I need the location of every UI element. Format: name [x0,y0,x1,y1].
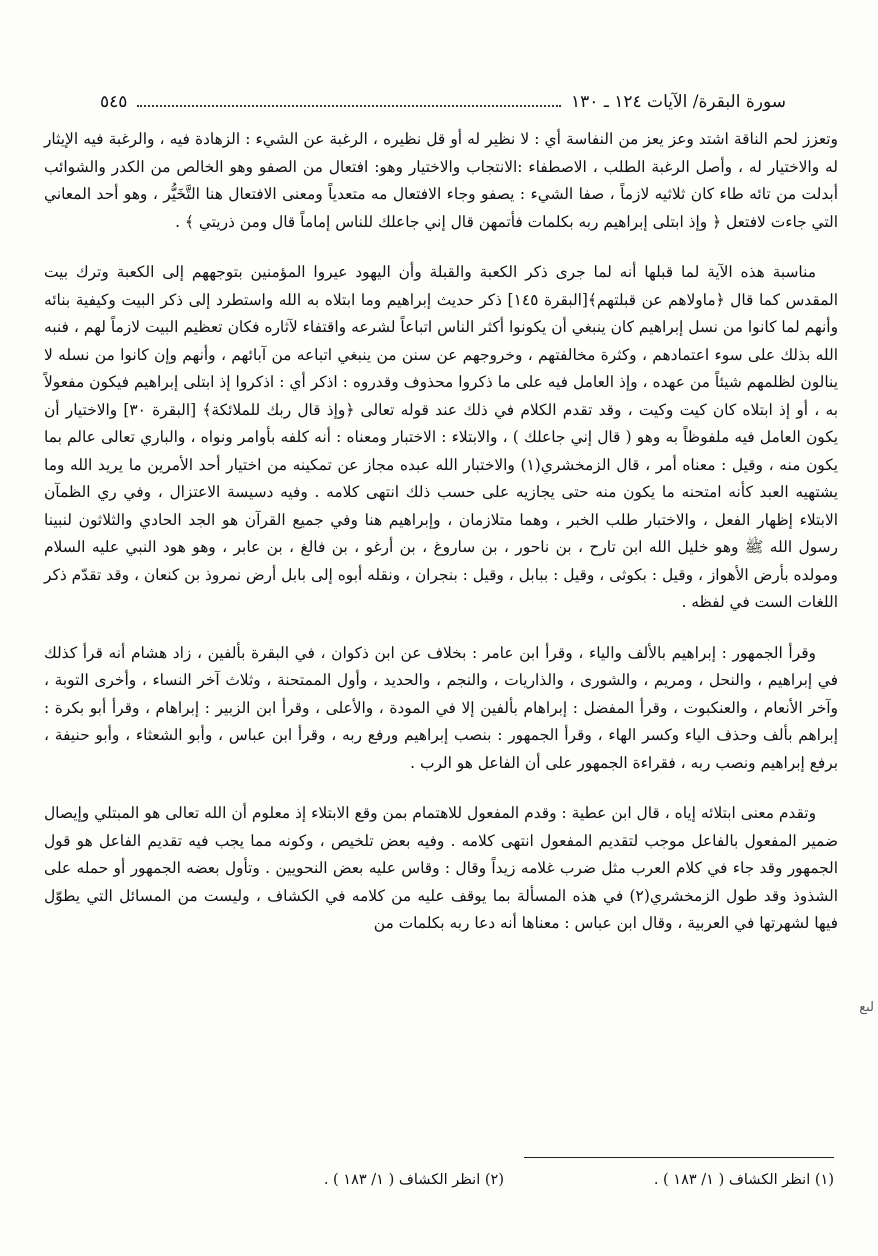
paragraph-2: مناسبة هذه الآية لما قبلها أنه لما جرى ذكر الكعبة والقبلة وأن اليهود عيروا المؤمنين بتوجههم إلى الكعبة وترك بيت المقدس كما قال ﴿ماولاهم عن قبلتهم﴾[البقرة ١٤٥] ذكر حديث إبراهيم وما ابتلاه به الله واستطرد إلى ذكر البيت وكيفية بنائه وأنهم لما كانوا من نسل إبراهيم كان ينبغي أن يكونوا أكثر الناس اتباعاً لشرعه واقتفاء لآثاره فكان تعظيم البيت لازماً لهم ، فنبه الله بذلك على سوء اعتمادهم ، وكثرة مخالفتهم ، وخروجهم عن سنن من ينبغي اتباعه من آبائهم ، وأنهم وإن كانوا من نسله لا ينالون لظلمهم شيئاً من عهده ، وإذ العامل فيه على ما ذكروا محذوف وقدروه : اذكر أي : اذكروا إذ ابتلى إبراهيم فيكون مفعولاً به ، أو إذ ابتلاه كان كيت وكيت ، وقد تقدم الكلام في ذلك عند قوله تعالى ﴿وإذ قال ربك للملائكة﴾ [البقرة ٣٠] والاختيار أن يكون العامل فيه ملفوظاً به وهو ( قال إني جاعلك ) ، والابتلاء : الاختبار ومعناه : أنه كلفه بأوامر ونواه ، والباري تعالى عالم بما يكون منه ، وقيل : معناه أمر ، قال الزمخشري(١) والاختبار الله عبده مجاز عن تمكينه من اختيار أحد الأمرين ما يريد الله وما يشتهيه العبد كأنه امتحنه ما يكون منه حتى يجازيه على حسب ذلك انتهى كلامه . وفيه دسيسة الاعتزال ، وفي ري الظمآن الابتلاء إظهار الفعل ، والاختبار طلب الخبر ، وهما متلازمان ، وإبراهيم هنا وفي جميع القرآن هو الجد الحادي والثلاثون لنبينا رسول الله ﷺ وهو خليل الله ابن تارح ، بن ناحور ، بن ساروغ ، بن أرغو ، بن فالغ ، بن عابر ، وهو هود النبي عليه السلام ومولده بأرض الأهواز ، وقيل : بكوثى ، وقيل : ببابل ، وقيل : بنجران ، ونقله أبوه إلى بابل أرض نمروذ بن كنعان ، وقد تقدّم ذكر اللغات الست في لفظه . [44,263,839,611]
paragraph-gap [44,236,838,259]
paragraph-1: وتعزز لحم الناقة اشتد وعز يعز من النفاسة أي : لا نظير له أو قل نظيره ، الرغبة عن الشيء : الزهادة فيه ، والرغبة فيه الإيثار له والاختيار له ، وأصل الرغبة الطلب ، الاصطفاء :الانتجاب والاختيار وهو: افتعال من الصفو وهو الخالص من الكدر والشوائب أبدلت من تائه طاء كان ثلاثيه لازماً ، صفا الشيء : يصفو وجاء الافتعال مه متعدياً ومعنى الافتعال هنا التَّخَيُّر ، وهو أحد المعاني التي جاءت لافتعل ﴿ وإذ ابتلى إبراهيم ربه بكلمات فأتمهن قال إني جاعلك للناس إماماً قال ومن ذريتي ﴾ . [44,130,838,231]
footnotes [44,1172,834,1196]
footnote-separator [524,1157,834,1158]
paragraph-gap [44,777,838,800]
footnote-2: (٢) انظر الكشاف ( ١/ ١٨٣ ) . [323,1172,504,1188]
footnote-1: (١) انظر الكشاف ( ١/ ١٨٣ ) . [653,1172,834,1188]
paragraph-3: وقرأ الجمهور : إبراهيم بالألف والياء ، وقرأ ابن عامر : بخلاف عن ابن ذكوان ، في البقرة بألفين ، زاد هشام أنه قرأ كذلك في إبراهيم ، والنحل ، ومريم ، والشورى ، والذاريات ، والنجم ، والحديد ، وأول الممتحنة ، وثلاث آخر النساء ، وأخرى التوبة ، وآخر الأنعام ، والعنكبوت ، وقرأ المفضل : إبراهام بألفين إلا في المودة ، والأعلى ، وقرأ ابن الزبير : إبراهام ، وقرأ أبو بكرة : إبراهم بألف وحذف الياء وكسر الهاء ، وقرأ الجمهور : بنصب إبراهيم ورفع ربه ، وقرأ ابن عباس ، وأبو الشعثاء ، وأبو حنيفة ، برفع إبراهيم ونصب ربه ، فقراءة الجمهور على أن الفاعل هو الرب . [44,643,838,772]
page-number: ٥٤٥ [100,92,128,112]
running-header [100,92,786,118]
paragraph-4: وتقدم معنى ابتلائه إياه ، قال ابن عطية : وقدم المفعول للاهتمام بمن وقع الابتلاء إذ معلوم أن الله تعالى هو المبتلي وإيصال ضمير المفعول بالفاعل موجب لتقديم المفعول انتهى كلامه . وفيه بعض تلخيص ، وكونه مما يجب فيه تقديم الفاعل هو قول الجمهور وقد جاء في كلام العرب مثل ضرب غلامه زيداً وقال : وقاس عليه بعض النحويين . وتأول بعضه الجمهور أو حمله على الشذوذ وقد طول الزمخشري(٢) في هذه المسألة بما يوقف عليه من كلامه في الكشاف ، وليست من المسائل التي يطوّل فيها لشهرتها في العربية ، وقال ابن عباس : معناها أنه دعا ربه بكلمات من [44,804,838,932]
handwritten-margin-note: لىع [859,1000,874,1015]
main-text [44,126,838,938]
header-dotted-leader [137,104,561,107]
paragraph-gap [44,617,838,640]
header-title: سورة البقرة/ الآيات ١٢٤ ـ ١٣٠ [571,92,786,112]
